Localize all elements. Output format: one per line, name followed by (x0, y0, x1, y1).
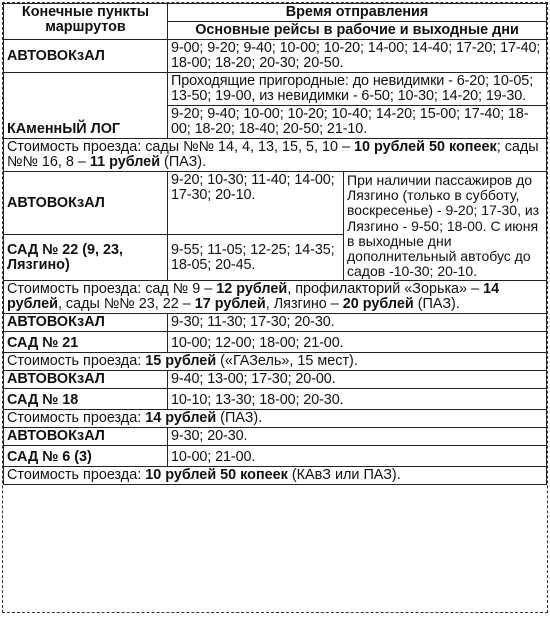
departure-times: 9-20; 10-30; 11-40; 14-00; 17-30; 20-10. (168, 172, 344, 235)
bus-schedule-table (3, 3, 547, 485)
header-stops: Конечные пункты маршрутов (4, 4, 168, 40)
route-row (4, 332, 547, 353)
fare-text: Стоимость проезда: 15 рублей («ГАЗель», 15 мест). (4, 353, 547, 371)
fare-text: Стоимость проезда: 10 рублей 50 копеек (КАвЗ или ПАЗ). (4, 467, 547, 485)
stop-name: АВТОВОКзАЛ (4, 314, 168, 332)
stop-name: САД № 21 (4, 332, 168, 353)
route-row (4, 428, 547, 446)
route-row (4, 172, 547, 235)
stop-name: САД № 22 (9, 23, Лязгино) (4, 235, 168, 281)
route-row (4, 73, 547, 106)
fare-row (4, 410, 547, 428)
departure-times: 9-30; 20-30. (168, 428, 547, 446)
departure-times: 9-40; 13-00; 17-30; 20-00. (168, 371, 547, 389)
departure-times: 10-00; 12-00; 18-00; 21-00. (168, 332, 547, 353)
fare-text: Стоимость проезда: 14 рублей (ПАЗ). (4, 410, 547, 428)
route-row (4, 446, 547, 467)
route-row (4, 314, 547, 332)
route-row (4, 40, 547, 73)
stop-name: АВТОВОКзАЛ (4, 371, 168, 389)
stop-name: САД № 18 (4, 389, 168, 410)
stop-name: АВТОВОКзАЛ (4, 428, 168, 446)
route-row (4, 389, 547, 410)
fare-row (4, 467, 547, 485)
departure-times: 9-30; 11-30; 17-30; 20-30. (168, 314, 547, 332)
fare-text: Стоимость проезда: сады №№ 14, 4, 13, 15, 5, 10 – 10 рублей 50 копеек; сады №№ 16, 8 – 11 рублей (ПАЗ). (4, 139, 547, 172)
stop-name: АВТОВОКзАЛ (4, 172, 168, 235)
fare-row (4, 281, 547, 314)
departure-times: 9-00; 9-20; 9-40; 10-00; 10-20; 14-00; 14-40; 17-20; 17-40; 18-00; 18-20; 20-30; 20-50. (168, 40, 547, 73)
departure-times: 9-20; 9-40; 10-00; 10-20; 10-40; 14-20; 15-00; 17-40; 18-00; 18-20; 18-40; 20-50; 21-10. (168, 106, 547, 139)
departure-times: 10-10; 13-30; 18-00; 20-30. (168, 389, 547, 410)
header-row (4, 4, 547, 22)
transit-note: Проходящие пригородные: до невидимки - 6-20; 10-05; 13-50; 19-00, из невидимки - 6-50; 10-30; 14-20; 19-30. (168, 73, 547, 106)
schedule-note: При наличии пассажиров до Лязгино (только в субботу, воскресенье) - 9-20; 17-30, из Лязгино - 9-50; 18-00. С июня в выходные дни дополнительный автобус до садов -10-30; 20-10. (344, 172, 547, 281)
header-main-trips: Основные рейсы в рабочие и выходные дни (168, 22, 547, 40)
fare-row (4, 139, 547, 172)
departure-times: 9-55; 11-05; 12-25; 14-35; 18-05; 20-45. (168, 235, 344, 281)
fare-text: Стоимость проезда: сад № 9 – 12 рублей, профилакторий «Зорька» – 14 рублей, сады №№ 23, 22 – 17 рублей, Лязгино – 20 рублей (ПАЗ). (4, 281, 547, 314)
stop-name: АВТОВОКзАЛ (4, 40, 168, 73)
stop-name: САД № 6 (3) (4, 446, 168, 467)
header-time: Время отправления (168, 4, 547, 22)
fare-row (4, 353, 547, 371)
route-row (4, 371, 547, 389)
schedule-sheet (2, 2, 548, 613)
stop-name: КАменнЫЙ ЛОГ (4, 73, 168, 139)
departure-times: 10-00; 21-00. (168, 446, 547, 467)
